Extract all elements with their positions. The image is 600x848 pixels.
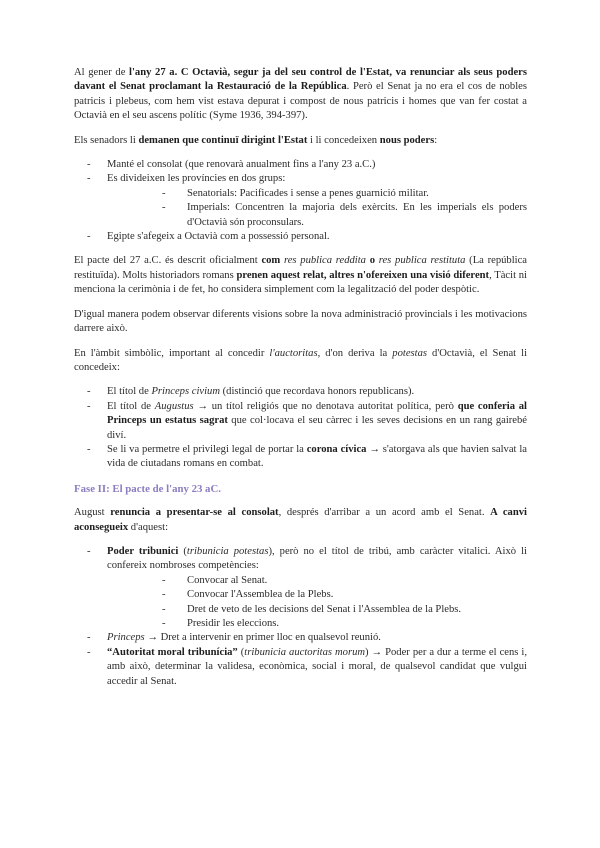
list-item-text: Egipte s'afegeix a Octavià com a possessió personal. — [107, 231, 330, 243]
bullet-dash: - — [162, 202, 166, 214]
paragraph-intro — [74, 66, 527, 124]
text: Se li va permetre el privilegi legal de portar la — [107, 443, 307, 455]
sublist-item-text: Presidir les eleccions. — [187, 618, 280, 629]
text: ( — [178, 545, 187, 557]
bullet-dash: - — [162, 589, 166, 601]
italic-text: res publica reddita — [284, 255, 366, 267]
paragraph-symbolic — [74, 347, 527, 376]
text: Els senadors li — [74, 134, 139, 146]
text: Al gener de — [74, 67, 130, 78]
text: d'Octavià, el Senat li concedeix: — [74, 347, 528, 373]
text: El títol de — [107, 386, 152, 398]
list-item — [74, 385, 527, 399]
italic-text: potestas — [392, 347, 428, 359]
bold-text: l'any 27 a. C Octavià, segur ja del seu control de l'Estat, va renunciar als seus poders davant el Senat proclamant la Restauració de la República — [74, 67, 527, 93]
titles-list — [74, 385, 527, 471]
bullet-dash: - — [87, 173, 91, 185]
bold-text: A canvi aconsegueix — [74, 507, 527, 533]
text: El pacte del 27 a.C. és descrit oficialment — [74, 255, 262, 267]
text: D'igual manera podem observar diferents visions sobre la nova administració provincials i les motivacions darrere això. — [74, 308, 527, 335]
text: , d'on deriva la — [317, 347, 393, 359]
bullet-dash: - — [87, 632, 91, 644]
text: ) → Poder per a dur a terme el cens i, amb això, determinar la validesa, econòmica, social i moral, de qualsevol candidat que vulgui accedir al Senat. — [107, 646, 527, 687]
list-item — [74, 172, 527, 230]
sublist-item — [107, 603, 527, 617]
italic-text: tribunicia potestas — [186, 545, 269, 557]
text: (distinció que recordava honors republicans). — [219, 386, 415, 398]
list-item — [74, 646, 527, 689]
bold-text: nous poders — [379, 134, 435, 146]
list-item — [74, 400, 527, 443]
list-item — [74, 230, 527, 244]
text: ), però no el títol de tribú, amb caràcter vitalici. Això li confereix nombroses competències: — [107, 545, 527, 572]
bold-text: que conferia al Princeps un estatus sagrat — [107, 400, 527, 427]
competences-sublist — [107, 574, 527, 632]
italic-text: Princeps civium — [151, 386, 220, 398]
bullet-dash: - — [87, 386, 91, 398]
provinces-sublist — [107, 187, 527, 230]
bold-text: Poder tribunici — [107, 545, 179, 557]
sublist-item-text: Senatorials: Pacificades i sense a penes guarnició militar. — [187, 187, 429, 199]
bullet-dash: - — [87, 231, 91, 243]
text: ( — [237, 646, 245, 658]
sublist-item-text: Dret de veto de les decisions del Senat i l'Assemblea de la Plebs. — [187, 603, 462, 615]
section-heading: Fase II: El pacte de l'any 23 aC. — [74, 482, 221, 495]
bullet-dash: - — [162, 618, 166, 629]
list-item-text: Manté el consolat (que renovarà anualment fins a l'any 23 a.C.) — [107, 159, 376, 171]
sublist-item — [107, 574, 527, 588]
list-item — [74, 158, 527, 172]
text: , Tàcit ni menciona la cerimònia i de fet, ho considera simplement com la legalització del poder despòtic. — [74, 269, 527, 296]
bold-text: com — [261, 255, 281, 267]
bullet-dash: - — [87, 159, 91, 171]
italic-text: l'auctoritas — [269, 347, 318, 359]
bold-text: o — [369, 255, 376, 267]
sublist-item-text: Convocar l'Assemblea de la Plebs. — [187, 589, 334, 601]
gains-list — [74, 545, 527, 689]
bold-text: corona cívica — [306, 443, 367, 455]
list-item — [74, 545, 527, 631]
italic-text: Princeps — [107, 632, 145, 644]
text: → Dret a intervenir en primer lloc en qualsevol reunió. — [144, 632, 381, 644]
bold-text: “Autoritat moral tribunícia” — [107, 646, 238, 658]
list-item — [74, 631, 527, 645]
bullet-dash: - — [87, 400, 91, 412]
text: El títol de — [107, 400, 155, 412]
sublist-item — [107, 588, 527, 602]
sublist-item-text: Convocar al Senat. — [187, 574, 268, 586]
bullet-dash: - — [162, 603, 166, 615]
text: i li concedeixen — [307, 134, 380, 146]
text: : — [434, 134, 438, 146]
bullet-dash: - — [162, 187, 166, 199]
paragraph-provincial-views — [74, 308, 527, 337]
bullet-dash: - — [87, 443, 91, 455]
bullet-dash: - — [87, 545, 91, 557]
document-page — [74, 66, 527, 699]
text: . Però el Senat ja no era el cos de nobles patricis i plebeus, com hem vist estava depurat i compost de nous patricis i homes que van fer costat a Octavià en el seu ascens polític (Syme 1936, 394-397). — [74, 81, 527, 122]
text: , després d'arribar a un acord amb el Senat. — [278, 507, 491, 519]
powers-list — [74, 158, 527, 244]
italic-text: tribunicia auctoritas morum — [244, 646, 366, 658]
italic-text: Augustus — [154, 400, 194, 412]
italic-text: res publica restituta — [378, 255, 466, 267]
bullet-dash: - — [87, 646, 91, 658]
list-item-text: Es divideixen les províncies en dos grups: — [107, 173, 286, 185]
text: August — [74, 507, 111, 519]
list-item — [74, 443, 527, 472]
sublist-item — [107, 617, 527, 631]
paragraph-august — [74, 506, 527, 535]
bold-text: demanen que continuï dirigint l'Estat — [138, 134, 308, 146]
bold-text: renuncia a presentar-se al consolat — [110, 507, 279, 519]
text: → un títol religiós que no denotava autoritat política, però — [193, 400, 458, 412]
sublist-item-text: Imperials: Concentren la majoria dels exèrcits. En les imperials els poders d'Octavià són proconsulars. — [187, 202, 527, 228]
text: En l'àmbit simbòlic, important al concedir — [74, 347, 270, 359]
text: que col·locava el seu càrrec i les seves decisions en un rang gairebé diví. — [107, 415, 527, 441]
sublist-item — [107, 201, 527, 230]
paragraph-senators — [74, 134, 527, 148]
text: d'aquest: — [128, 521, 169, 533]
text: (La república restituïda). Molts historiadors romans — [74, 255, 528, 281]
sublist-item — [107, 187, 527, 201]
text: → s'atorgava als que havien salvat la vida de ciutadans romans en combat. — [107, 443, 528, 470]
bullet-dash: - — [162, 574, 166, 586]
bold-text: prenen aquest relat, altres n'ofereixen una visió diferent — [236, 269, 490, 281]
paragraph-pact-27 — [74, 254, 527, 297]
